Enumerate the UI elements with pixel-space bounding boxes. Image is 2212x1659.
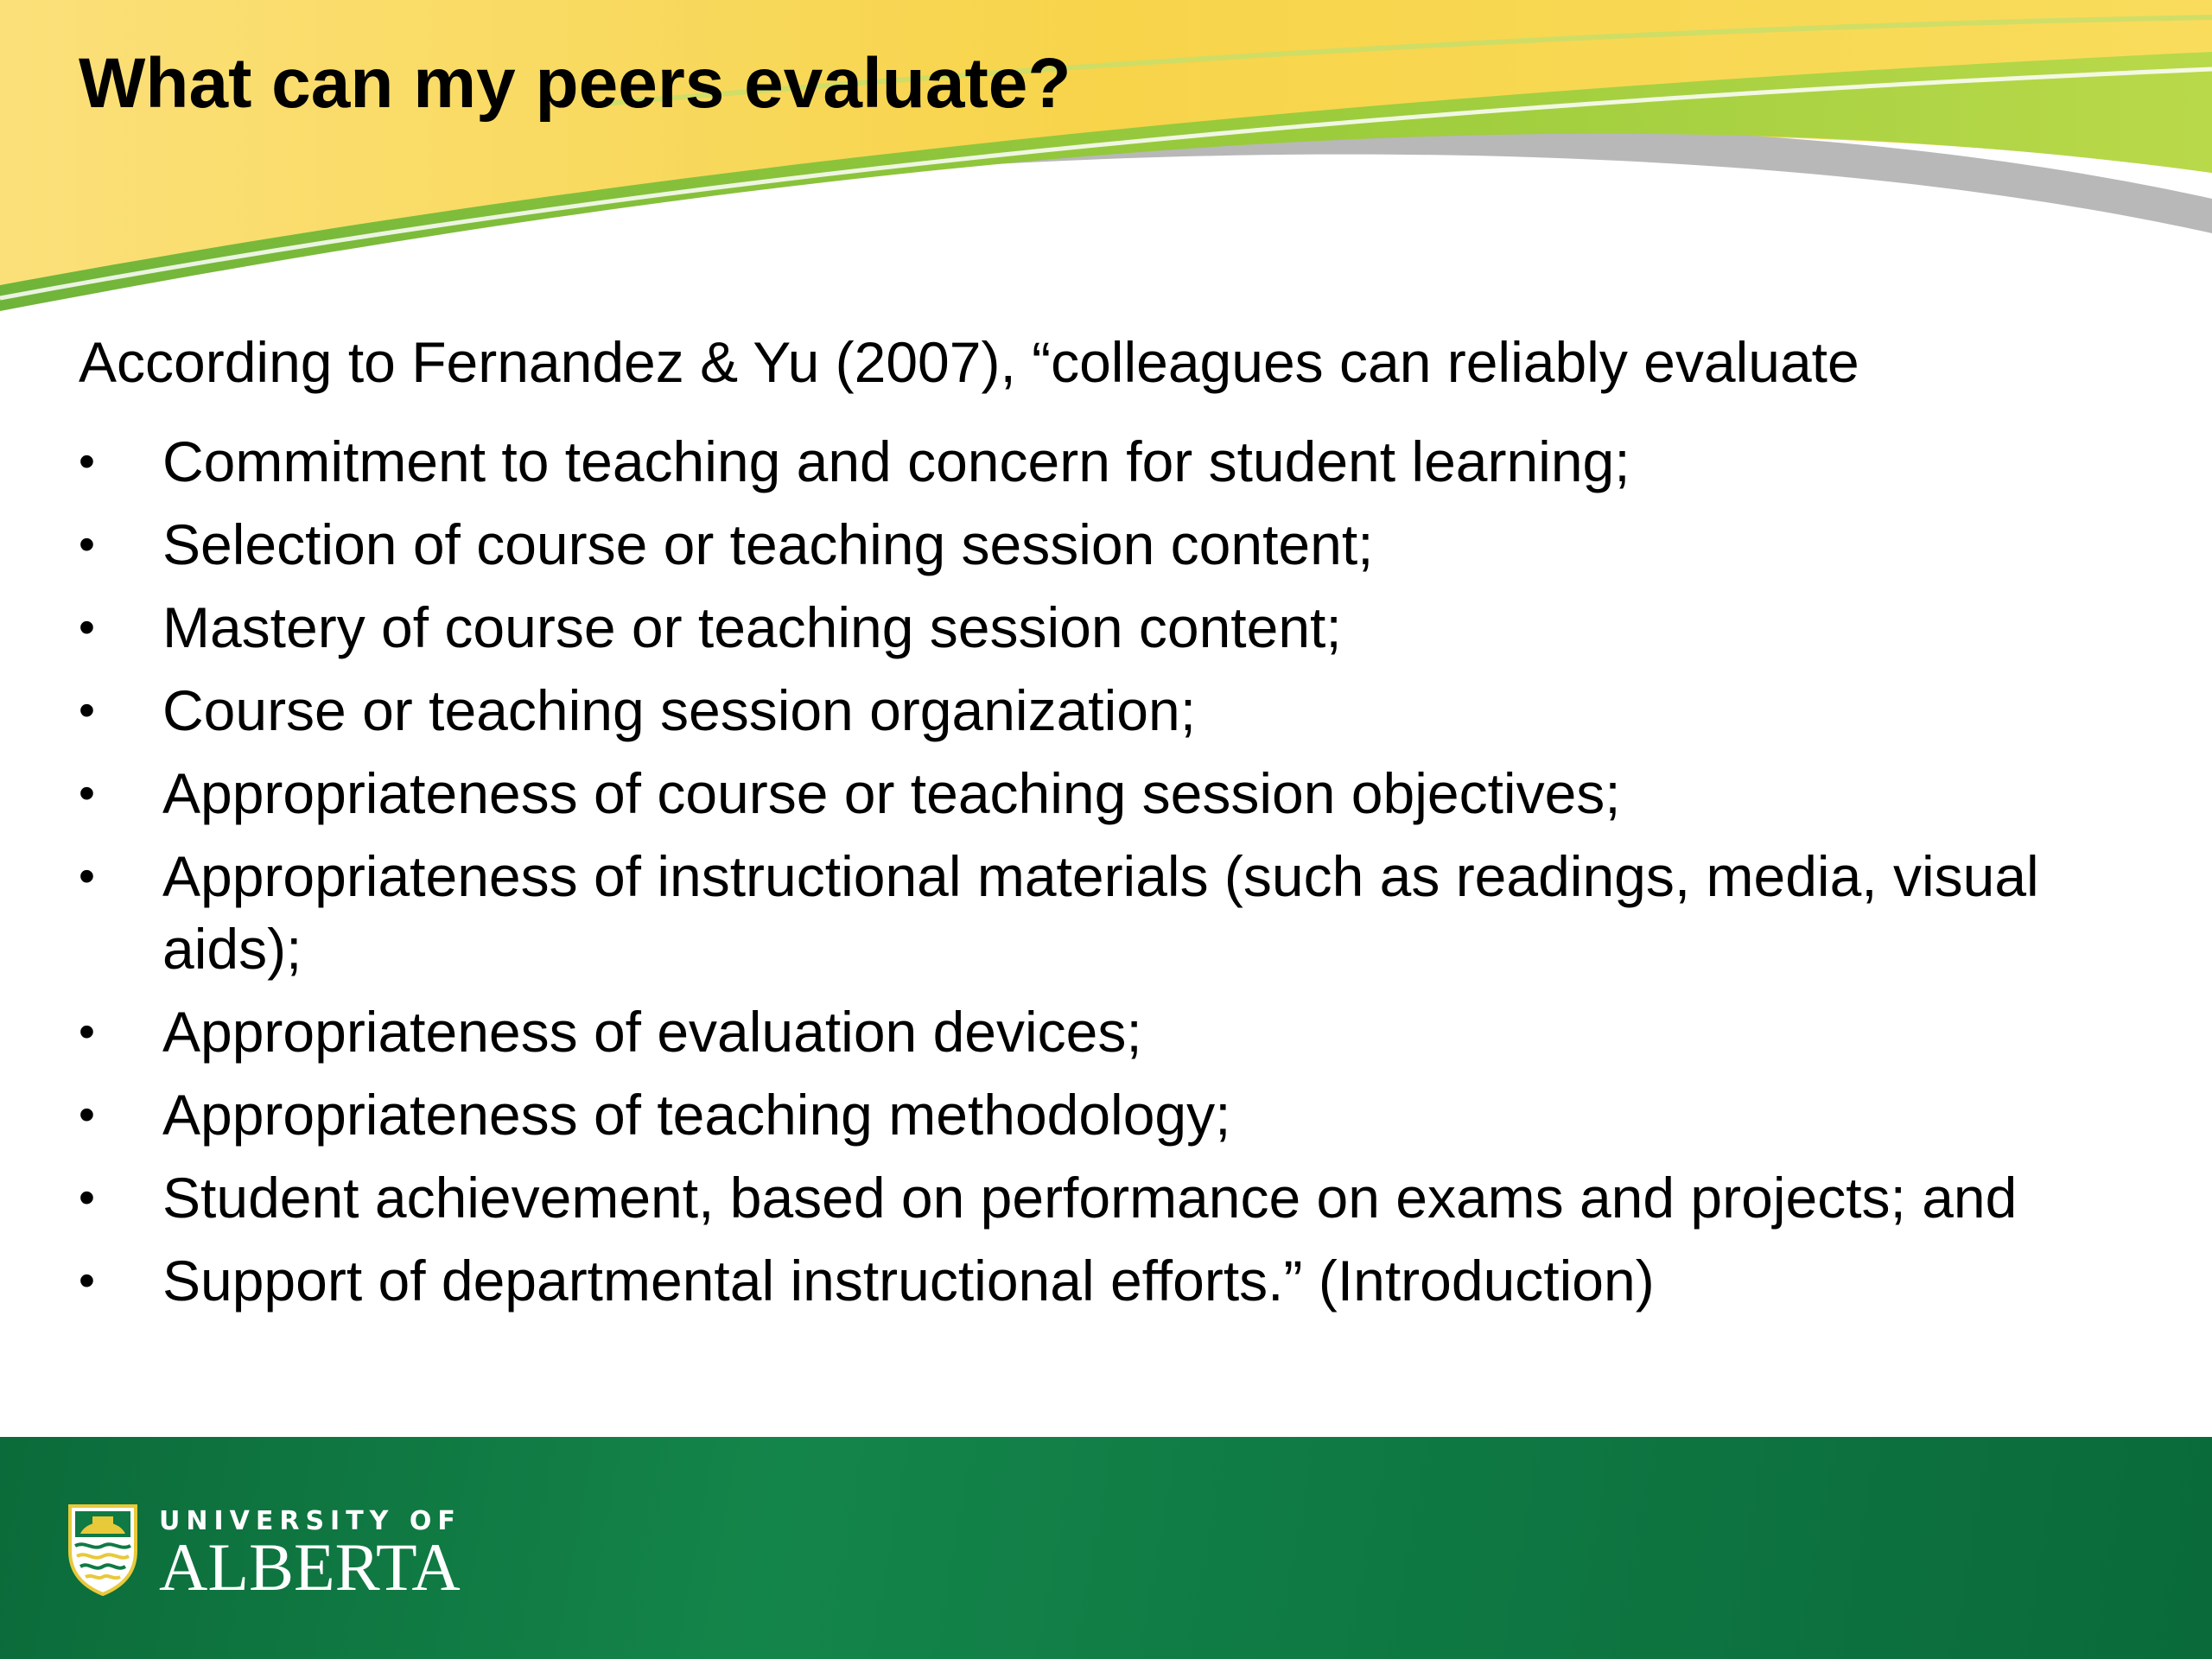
- list-item-text: Support of departmental instructional efforts.” (Introduction): [162, 1249, 1655, 1313]
- list-item-text: Appropriateness of instructional materials (such as readings, media, visual aids);: [162, 844, 2039, 981]
- list-item-text: Appropriateness of course or teaching session objectives;: [162, 761, 1621, 825]
- bullet-icon: •: [79, 1089, 95, 1141]
- list-item-text: Appropriateness of evaluation devices;: [162, 1000, 1142, 1064]
- logo-line1: UNIVERSITY OF: [159, 1506, 461, 1536]
- list-item: [79, 995, 2135, 1068]
- bullet-icon: •: [79, 518, 95, 570]
- bullet-icon: •: [79, 850, 95, 902]
- intro-text: According to Fernandez & Yu (2007), “colleagues can reliably evaluate: [79, 330, 1859, 394]
- list-item: [79, 1244, 2135, 1317]
- list-item: [79, 840, 2135, 985]
- list-item-text: Student achievement, based on performance on exams and projects; and: [162, 1166, 2018, 1230]
- list-item-text: Course or teaching session organization;: [162, 678, 1197, 742]
- list-item: [79, 425, 2135, 498]
- bullet-icon: •: [79, 601, 95, 653]
- list-item-text: Mastery of course or teaching session content;: [162, 595, 1342, 659]
- bullet-icon: •: [79, 1172, 95, 1224]
- list-item-text: Commitment to teaching and concern for student learning;: [162, 429, 1630, 493]
- crest-icon: [67, 1501, 139, 1596]
- list-item: [79, 591, 2135, 664]
- bullet-icon: •: [79, 684, 95, 736]
- list-item: [79, 508, 2135, 581]
- bullet-icon: •: [79, 1255, 95, 1306]
- list-item-text: Selection of course or teaching session content;: [162, 512, 1374, 576]
- bullet-icon: •: [79, 1006, 95, 1058]
- university-logo: [67, 1501, 461, 1605]
- list-item: [79, 674, 2135, 747]
- bullet-list: [79, 425, 2135, 1327]
- list-item: [79, 1161, 2135, 1234]
- logo-line2: ALBERTA: [159, 1529, 461, 1605]
- bullet-icon: •: [79, 767, 95, 819]
- bullet-icon: •: [79, 435, 95, 487]
- list-item: [79, 757, 2135, 830]
- slide-title: What can my peers evaluate?: [79, 44, 1071, 123]
- list-item-text: Appropriateness of teaching methodology;: [162, 1083, 1231, 1147]
- list-item: [79, 1078, 2135, 1151]
